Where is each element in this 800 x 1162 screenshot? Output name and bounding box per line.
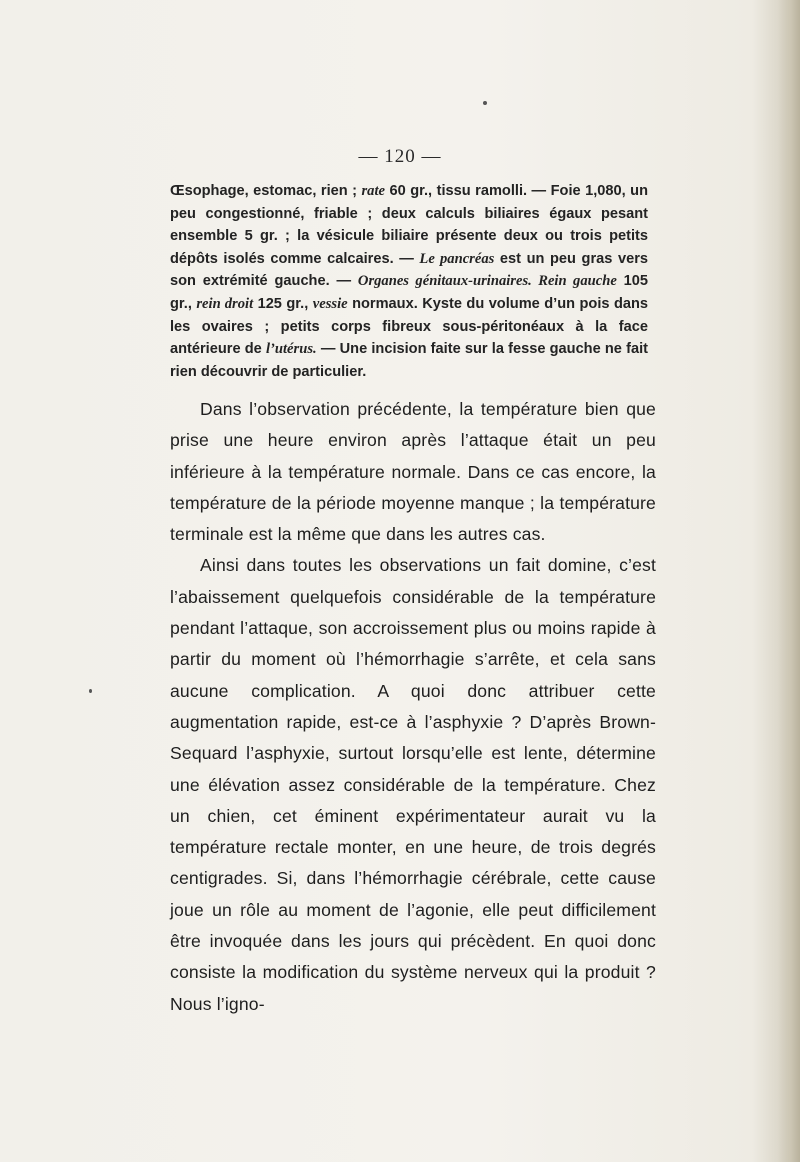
italic-term-organes: Organes génitaux-urinaires. Rein gauche [357, 273, 617, 290]
ink-speck [89, 689, 92, 693]
italic-term-rein-droit: rein droit [196, 295, 254, 312]
paragraph-observation: Dans l’observation précédente, la température bien que prise une heure environ après l’attaque était un peu inférieure à la température normale. Dans ce cas encore, la température de la période moyenne manque ; la température terminale est la même que dans les autres cas. [170, 399, 656, 545]
main-text [170, 394, 656, 1020]
italic-term-uterus: l’utérus. [265, 341, 317, 358]
paragraph-discussion: Ainsi dans toutes les observations un fait domine, c’est l’abaissement quelquefois considérable de la température pendant l’attaque, son accroissement plus ou moins rapide à partir du moment où l’hémorrhagie s’arrête, et cela sans aucune complication. A quoi donc attribuer cette augmentation rapide, est-ce à l’asphyxie ? D’après Brown-Sequard l’asphyxie, surtout lorsqu’elle est lente, détermine une élévation assez considérable de la température. Chez un chien, cet éminent expérimentateur aurait vu la température rectale monter, en une heure, de trois degrés centigrades. Si, dans l’hémorrhagie cérébrale, cette cause joue un rôle au moment de l’agonie, elle peut difficilement être invoquée dans les jours qui précèdent. En quoi donc consiste la modification du système nerveux qui la produit ? Nous l’igno- [170, 555, 656, 1014]
page-edge-shadow [778, 0, 800, 1162]
text-run: Œsophage, estomac, rien ; [170, 183, 362, 199]
italic-term-rate: rate [361, 183, 386, 199]
autopsy-notes-paragraph [170, 180, 648, 383]
text-run: est un peu gras vers son extrémité gauche. — [170, 250, 648, 290]
italic-term-pancreas: Le pancréas [419, 250, 495, 267]
text-run: 105 gr., [170, 273, 648, 312]
text-run: — Une incision faite sur la fesse gauche ne fait rien découvrir de particulier. [170, 341, 648, 380]
ink-speck [483, 101, 487, 105]
text-run: normaux. Kyste du volume d’un pois dans les ovaires ; petits corps fibreux sous-péritonéaux à la face antérieure de [170, 295, 649, 358]
page-number: — 120 — [358, 146, 442, 167]
text-run: 125 gr., [253, 295, 313, 312]
italic-term-vessie: vessie [312, 295, 348, 312]
text-run: 60 gr., tissu ramolli. — Foie 1,080, un peu congestionné, friable ; deux calculs biliaires égaux pesant ensemble 5 gr. ; la vésicule biliaire présente deux ou trois petits dépôts isolés comme calcaires. — [170, 183, 648, 267]
